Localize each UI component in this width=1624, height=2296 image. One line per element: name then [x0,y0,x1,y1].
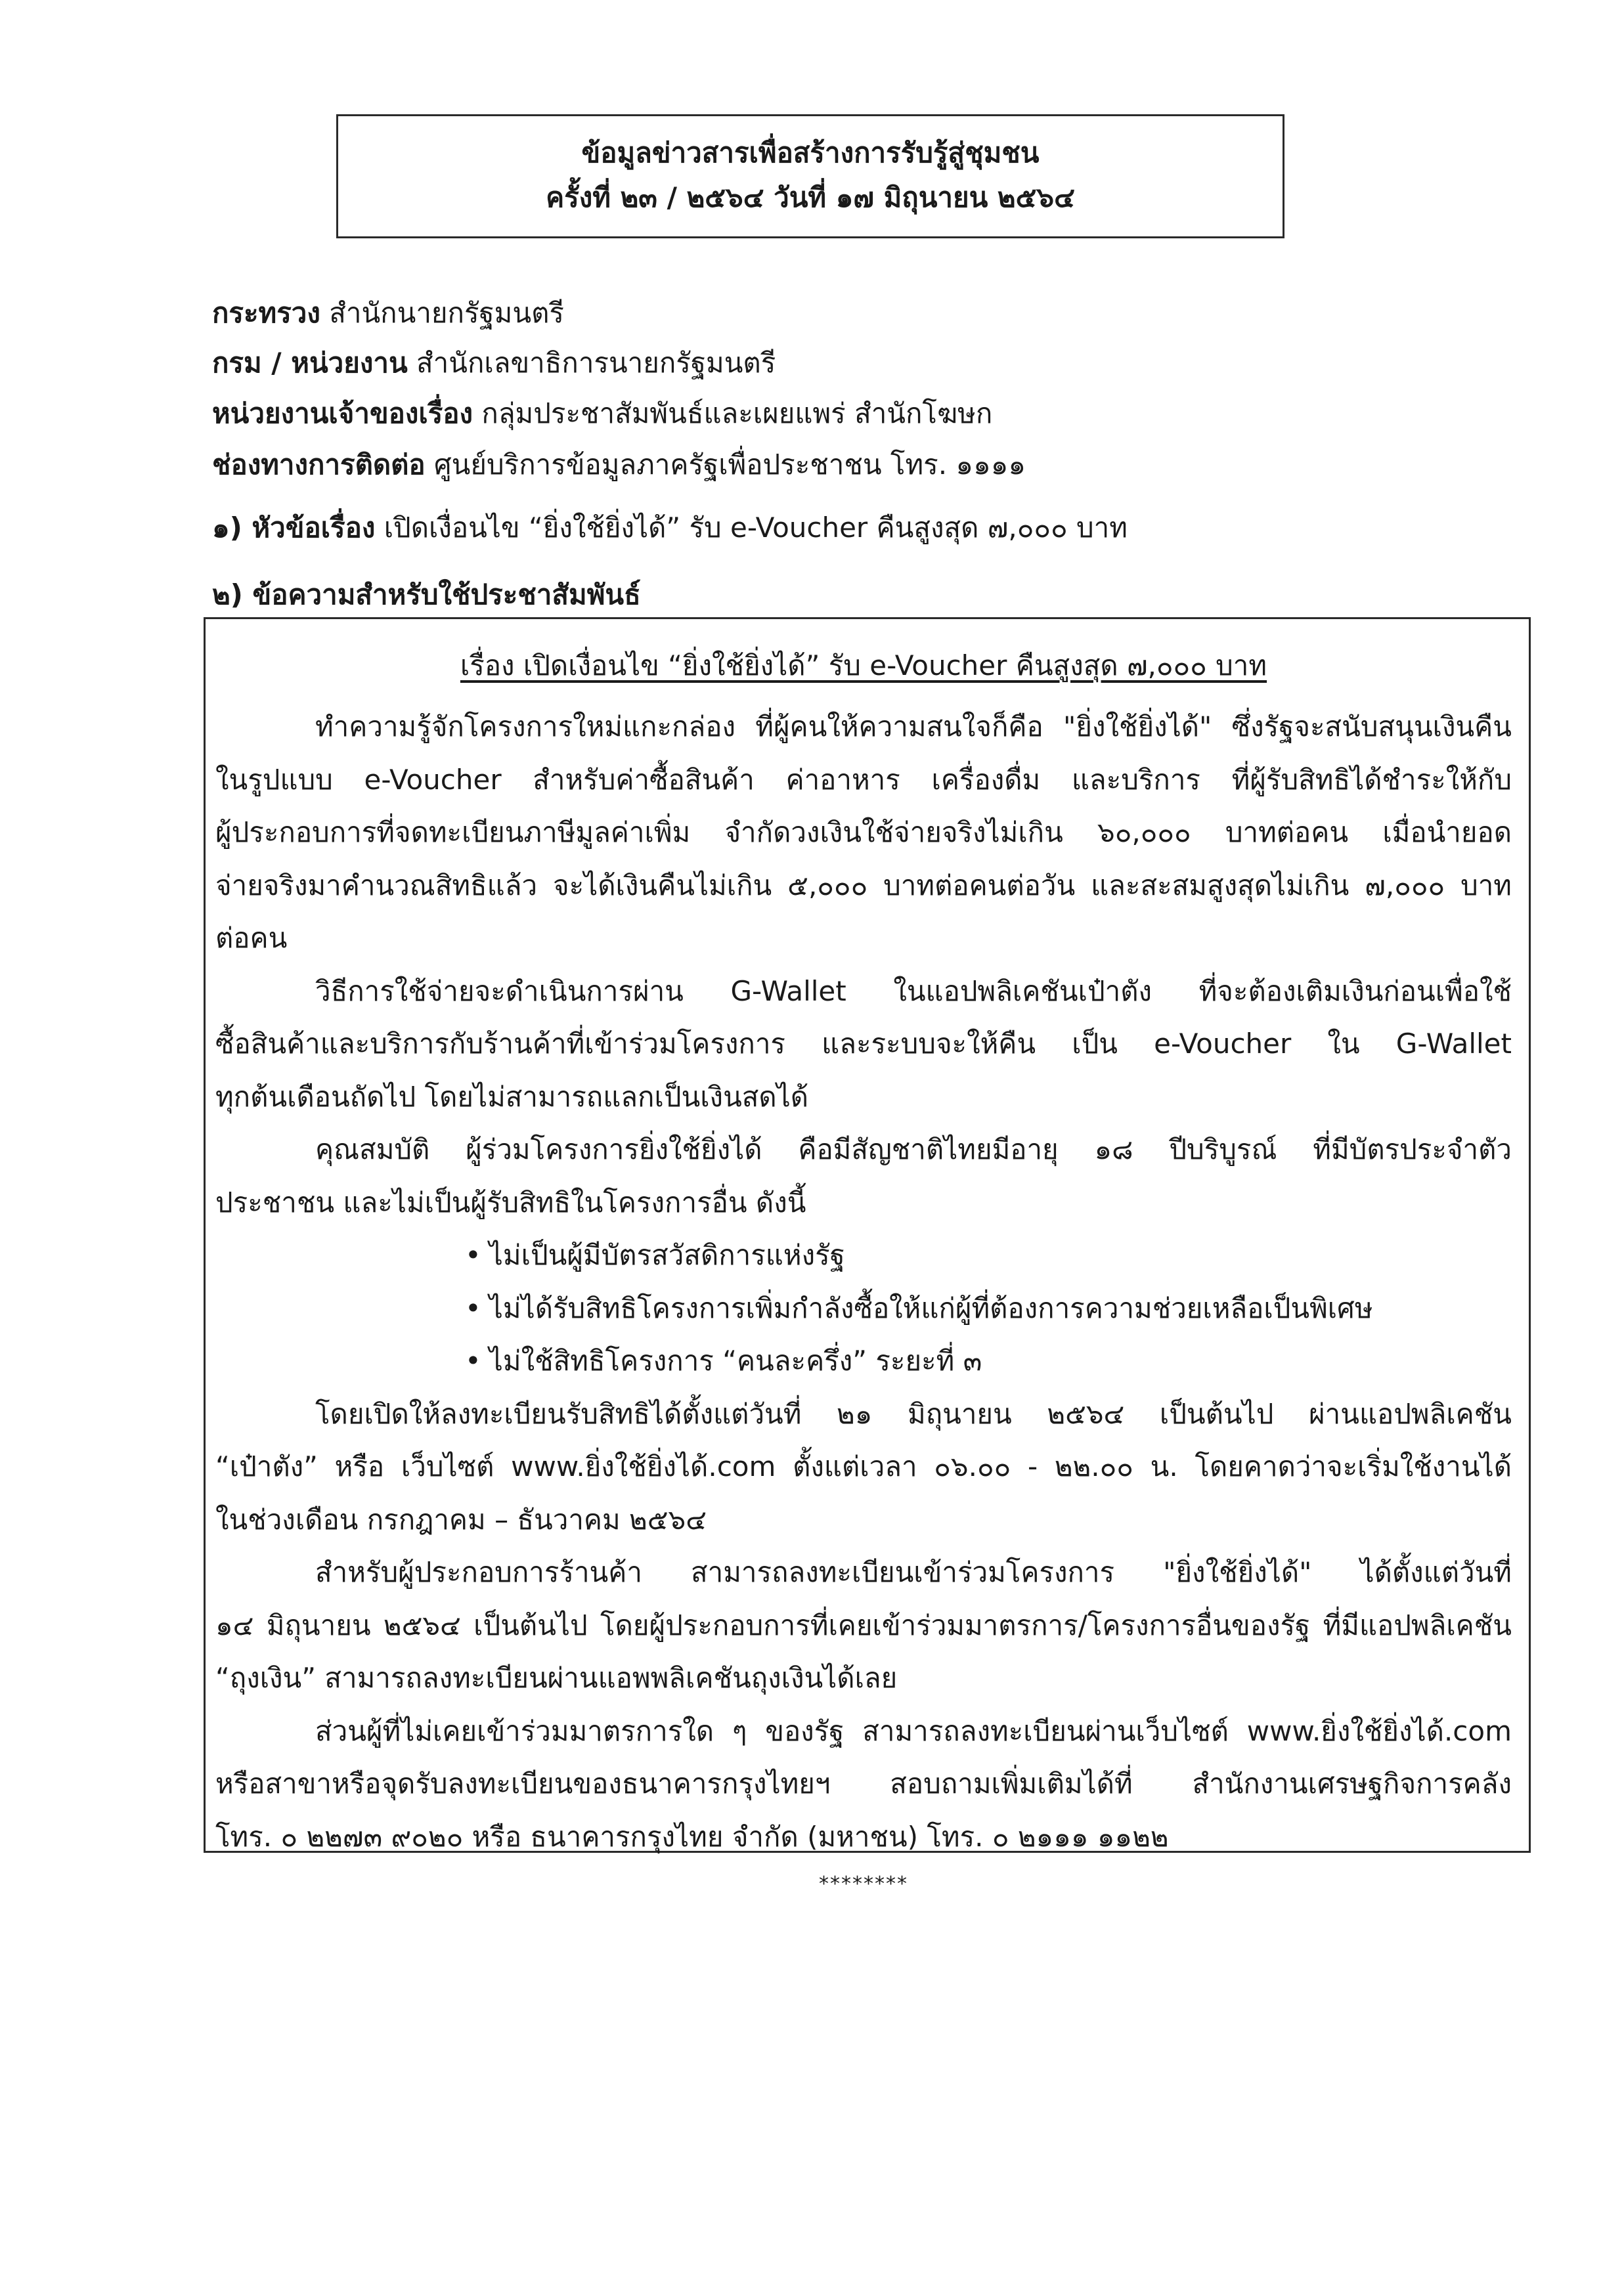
bullet-item [215,1229,1512,1282]
header-issue-date: ครั้งที่ ๒๓ / ๒๕๖๔ วันที่ ๑๗ มิถุนายน ๒๕๖๔ [546,181,1075,213]
owner-label: หน่วยงานเจ้าของเรื่อง [212,397,473,429]
department-line [212,340,776,386]
paragraph-4 [215,1388,1512,1547]
paragraph-6 [215,1705,1512,1864]
paragraph-line: ผู้ประกอบการที่จดทะเบียนภาษีมูลค่าเพิ่ม จำกัดวงเงินใช้จ่ายจริงไม่เกิน ๖๐,๐๐๐ บาทต่อคน เมื่อนำยอด [215,816,1512,848]
bullet-item [215,1282,1512,1335]
paragraph-line: “เป๋าตัง” หรือ เว็บไซต์ www.ยิ่งใช้ยิ่งได้.com ตั้งแต่เวลา ๐๖.๐๐ - ๒๒.๐๐ น. โดยคาดว่าจะเริ่มใช้งานได้ [215,1450,1512,1483]
paragraph-line: ส่วนผู้ที่ไม่เคยเข้าร่วมมาตรการใด ๆ ของรัฐ สามารถลงทะเบียนผ่านเว็บไซต์ www.ยิ่งใช้ยิ่งได้.com [315,1714,1512,1747]
paragraph-line: ซื้อสินค้าและบริการกับร้านค้าที่เข้าร่วมโครงการ และระบบจะให้คืน เป็น e-Voucher ใน G-Wallet [215,1028,1512,1060]
ministry-label: กระทรวง [212,297,320,329]
paragraph-2 [215,965,1512,1124]
paragraph-3 [215,1123,1512,1229]
paragraph-line: “ถุงเงิน” สามารถลงทะเบียนผ่านแอพพลิเคชันถุงเงินได้เลย [215,1662,898,1694]
paragraph-line: วิธีการใช้จ่ายจะดำเนินการผ่าน G-Wallet ในแอปพลิเคชันเป๋าตัง ที่จะต้องเติมเงินก่อนเพื่อใช้ [315,974,1512,1007]
paragraph-line: ทุกต้นเดือนถัดไป โดยไม่สามารถแลกเป็นเงินสดได้ [215,1080,809,1113]
paragraph-line: สำหรับผู้ประกอบการร้านค้า สามารถลงทะเบียนเข้าร่วมโครงการ "ยิ่งใช้ยิ่งได้" ได้ตั้งแต่วันที่ [315,1556,1512,1588]
owner-line [212,391,992,437]
paragraph-line: ทำความรู้จักโครงการใหม่แกะกล่อง ที่ผู้คนให้ความสนใจก็คือ "ยิ่งใช้ยิ่งได้" ซึ่งรัฐจะสนับสนุนเงินคืน [315,710,1512,743]
message-title: เรื่อง เปิดเงื่อนไข “ยิ่งใช้ยิ่งได้” รับ e-Voucher คืนสูงสุด ๗,๐๐๐ บาท [460,649,1267,682]
paragraph-line: จ่ายจริงมาคำนวณสิทธิแล้ว จะได้เงินคืนไม่เกิน ๕,๐๐๐ บาทต่อคนต่อวัน และสะสมสูงสุดไม่เกิน ๗,๐๐๐ บาท [215,869,1512,901]
paragraph-line: ๑๔ มิถุนายน ๒๕๖๔ เป็นต้นไป โดยผู้ประกอบการที่เคยเข้าร่วมมาตรการ/โครงการอื่นของรัฐ ที่มีแอปพลิเคชัน [215,1609,1512,1641]
bullet-icon [465,1345,489,1377]
message-heading-line [212,572,641,618]
header-box [336,114,1284,238]
eligibility-bullet-list [215,1229,1512,1388]
bullet-icon [465,1239,489,1271]
contact-line [212,442,1026,488]
department-value: สำนักเลขาธิการนายกรัฐมนตรี [416,347,776,379]
paragraph-5 [215,1546,1512,1705]
owner-value: กลุ่มประชาสัมพันธ์และเผยแพร่ สำนักโฆษก [481,397,993,429]
paragraph-line: โทร. ๐ ๒๒๗๓ ๙๐๒๐ หรือ ธนาคารกรุงไทย จำกัด (มหาชน) โทร. ๐ ๒๑๑๑ ๑๑๒๒ [215,1820,1169,1853]
bullet-text: ไม่ใช้สิทธิโครงการ “คนละครึ่ง” ระยะที่ ๓ [489,1345,982,1377]
contact-value: ศูนย์บริการข้อมูลภาครัฐเพื่อประชาชน โทร. ๑๑๑๑ [434,448,1026,481]
ministry-value: สำนักนายกรัฐมนตรี [329,297,564,329]
message-box [204,617,1531,1853]
paragraph-line: ในรูปแบบ e-Voucher สำหรับค่าซื้อสินค้า ค่าอาหาร เครื่องดื่ม และบริการ ที่ผู้รับสิทธิได้ชำระให้กับ [215,763,1512,796]
paragraph-line: หรือสาขาหรือจุดรับลงทะเบียนของธนาคารกรุงไทยฯ สอบถามเพิ่มเติมได้ที่ สำนักงานเศรษฐกิจการคลัง [215,1767,1512,1800]
topic-line [212,505,1128,551]
bullet-text: ไม่เป็นผู้มีบัตรสวัสดิการแห่งรัฐ [489,1239,845,1271]
paragraph-line: ต่อคน [215,922,288,954]
message-heading: ๒) ข้อความสำหรับใช้ประชาสัมพันธ์ [212,578,641,611]
paragraph-line: โดยเปิดให้ลงทะเบียนรับสิทธิได้ตั้งแต่วันที่ ๒๑ มิถุนายน ๒๕๖๔ เป็นต้นไป ผ่านแอปพลิเคชัน [315,1397,1512,1430]
paragraph-1 [215,701,1512,965]
ministry-line [212,290,564,336]
department-label: กรม / หน่วยงาน [212,347,408,379]
topic-value: เปิดเงื่อนไข “ยิ่งใช้ยิ่งได้” รับ e-Voucher คืนสูงสุด ๗,๐๐๐ บาท [384,511,1128,544]
paragraph-line: ในช่วงเดือน กรกฎาคม – ธันวาคม ๒๕๖๔ [215,1503,707,1536]
contact-label: ช่องทางการติดต่อ [212,448,426,481]
end-mark: ******** [819,1873,908,1895]
header-title: ข้อมูลข่าวสารเพื่อสร้างการรับรู้สู่ชุมชน [581,137,1040,169]
paragraph-line: ประชาชน และไม่เป็นผู้รับสิทธิในโครงการอื่น ดังนี้ [215,1186,806,1219]
bullet-icon [465,1292,489,1324]
bullet-text: ไม่ได้รับสิทธิโครงการเพิ่มกำลังซื้อให้แก่ผู้ที่ต้องการความช่วยเหลือเป็นพิเศษ [489,1291,1373,1324]
bullet-item [215,1335,1512,1388]
topic-label: ๑) หัวข้อเรื่อง [212,511,376,544]
paragraph-line: คุณสมบัติ ผู้ร่วมโครงการยิ่งใช้ยิ่งได้ คือมีสัญชาติไทยมีอายุ ๑๘ ปีบริบูรณ์ ที่มีบัตรประจำตัว [315,1133,1512,1165]
